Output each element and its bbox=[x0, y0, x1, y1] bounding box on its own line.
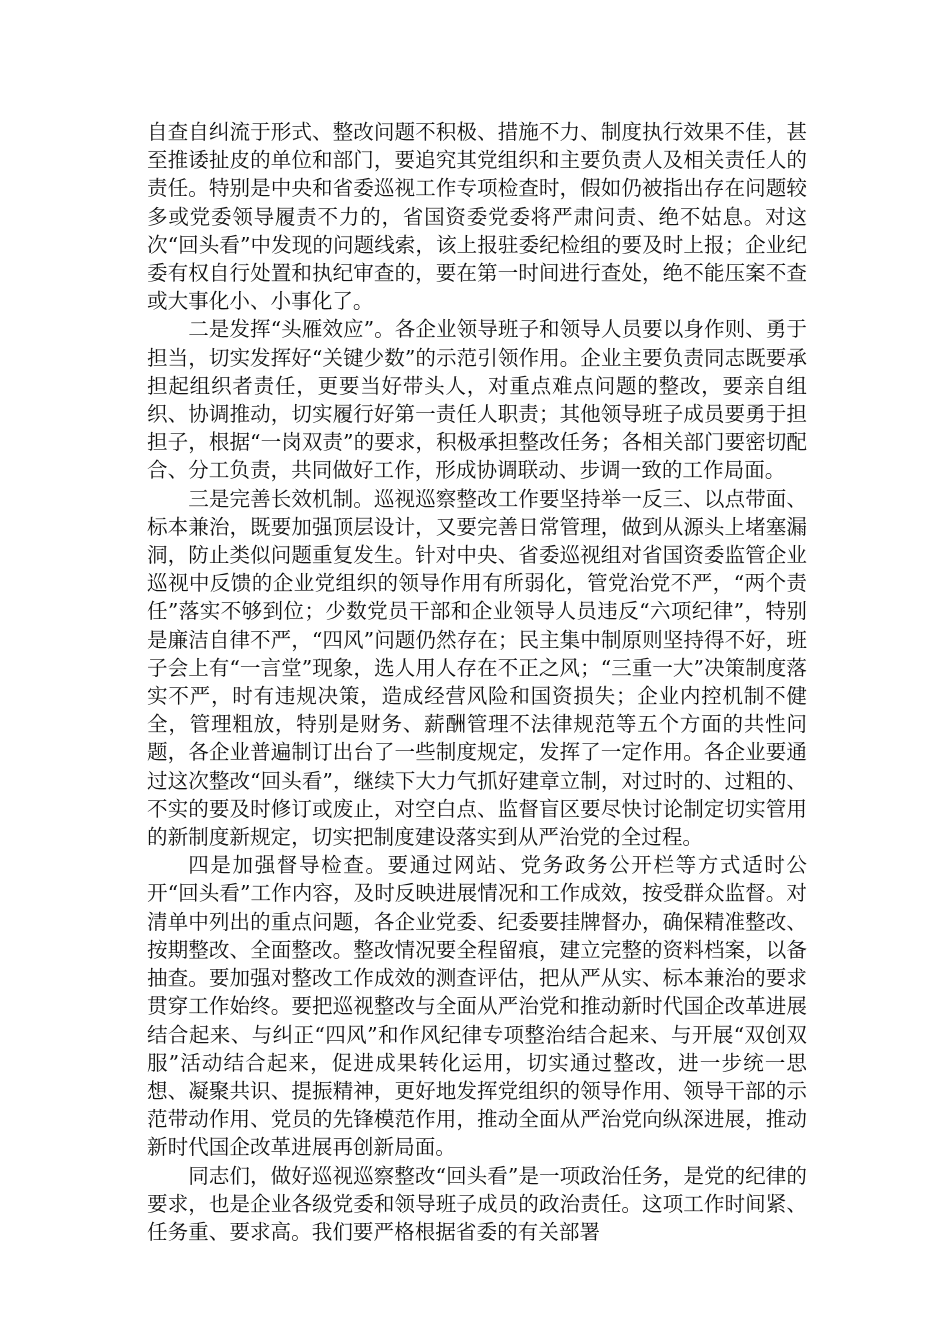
paragraph-3: 三是完善长效机制。巡视巡察整改工作要坚持举一反三、以点带面、标本兼治，既要加强顶层设计，又要完善日常管理，做到从源头上堵塞漏洞，防止类似问题重复发生。针对中央、省委巡视组对省国资委监管企业巡视中反馈的企业党组织的领导作用有所弱化，管党治党不严，“两个责任”落实不够到位；少数党员干部和企业领导人员违反“六项纪律”，特别是廉洁自律不严，“四风”问题仍然存在；民主集中制原则坚持得不好，班子会上有“一言堂”现象，选人用人存在不正之风；“三重一大”决策制度落实不严，时有违规决策，造成经营风险和国资损失；企业内控机制不健全，管理粗放，特别是财务、薪酬管理不法律规范等五个方面的共性问题，各企业普遍制订出台了一些制度规定，发挥了一定作用。各企业要通过这次整改“回头看”，继续下大力气抓好建章立制，对过时的、过粗的、不实的要及时修订或废止，对空白点、监督盲区要尽快讨论制定切实管用的新制度新规定，切实把制度建设落实到从严治党的全过程。 bbox=[147, 486, 807, 850]
paragraph-2: 二是发挥“头雁效应”。各企业领导班子和领导人员要以身作则、勇于担当，切实发挥好“关键少数”的示范引领作用。企业主要负责同志既要承担起组织者责任，更要当好带头人，对重点难点问题的整改，要亲自组织、协调推动，切实履行好第一责任人职责；其他领导班子成员要勇于担担子，根据“一岗双责”的要求，积极承担整改任务；各相关部门要密切配合、分工负责，共同做好工作，形成协调联动、步调一致的工作局面。 bbox=[147, 317, 807, 483]
document-body bbox=[147, 118, 807, 1246]
paragraph-1: 自查自纠流于形式、整改问题不积极、措施不力、制度执行效果不佳，甚至推诿扯皮的单位和部门，要追究其党组织和主要负责人及相关责任人的责任。特别是中央和省委巡视工作专项检查时，假如仍被指出存在问题较多或党委领导履责不力的，省国资委党委将严肃问责、绝不姑息。对这次“回头看”中发现的问题线索，该上报驻委纪检组的要及时上报；企业纪委有权自行处置和执纪审查的，要在第一时间进行查处，绝不能压案不查或大事化小、小事化了。 bbox=[147, 120, 807, 314]
paragraph-5: 同志们，做好巡视巡察整改“回头看”是一项政治任务，是党的纪律的要求，也是企业各级党委和领导班子成员的政治责任。这项工作时间紧、任务重、要求高。我们要严格根据省委的有关部署 bbox=[147, 1163, 807, 1244]
paragraph-4: 四是加强督导检查。要通过网站、党务政务公开栏等方式适时公开“回头看”工作内容，及时反映进展情况和工作成效，按受群众监督。对清单中列出的重点问题，各企业党委、纪委要挂牌督办，确保精准整改、按期整改、全面整改。整改情况要全程留痕，建立完整的资料档案，以备抽查。要加强对整改工作成效的测查评估，把从严从实、标本兼治的要求贯穿工作始终。要把巡视整改与全面从严治党和推动新时代国企改革进展结合起来、与纠正“四风”和作风纪律专项整治结合起来、与开展“双创双服”活动结合起来，促进成果转化运用，切实通过整改，进一步统一思想、凝聚共识、提振精神，更好地发挥党组织的领导作用、领导干部的示范带动作用、党员的先锋模范作用，推动全面从严治党向纵深进展，推动新时代国企改革进展再创新局面。 bbox=[147, 853, 807, 1160]
